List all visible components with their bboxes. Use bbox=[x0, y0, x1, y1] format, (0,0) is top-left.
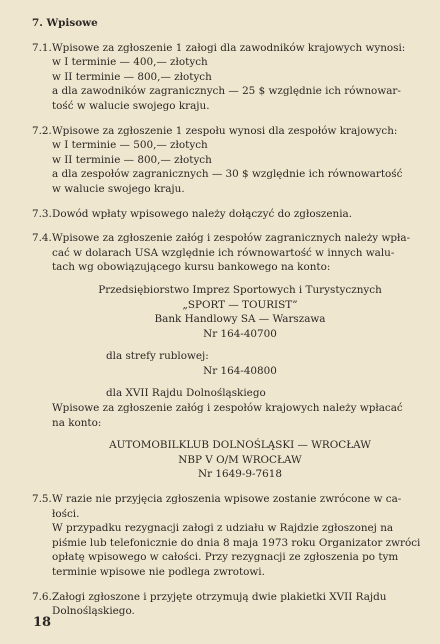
bank-account-automobilklub bbox=[52, 438, 428, 482]
text-line: Wpisowe za zgłoszenie 1 zespołu wynosi dla zespołów krajowych: bbox=[52, 124, 398, 137]
section-7-1 bbox=[32, 41, 428, 114]
text-line: w I terminie — 500,— złotych bbox=[52, 139, 208, 152]
text-line: tach wg obowiązującego kursu bankowego na konto: bbox=[52, 261, 331, 274]
text-line: tość w walucie swojego kraju. bbox=[52, 99, 210, 112]
text-line: cać w dolarach USA względnie ich równowartość w innych walu- bbox=[52, 246, 395, 259]
text-line: Wpisowe za zgłoszenie załóg i zespołów krajowych należy wpłacać bbox=[52, 402, 403, 415]
bank-line: Bank Handlowy SA — Warszawa bbox=[154, 313, 326, 326]
section-number: 7.2. bbox=[32, 124, 52, 137]
text-line: w walucie swojego kraju. bbox=[52, 182, 185, 195]
section-number: 7.5. bbox=[32, 493, 52, 506]
section-number: 7.1. bbox=[32, 41, 52, 54]
text-line: piśmie lub telefonicznie do dnia 8 maja 1973 roku Organizator zwróci bbox=[52, 536, 421, 549]
section-body bbox=[52, 590, 428, 619]
section-heading: 7. Wpisowe bbox=[32, 17, 98, 29]
section-body bbox=[52, 124, 428, 197]
text-line: opłatę wpisowego w całości. Przy rezygnacji ze zgłoszenia po tym bbox=[52, 551, 399, 564]
section-7-2 bbox=[32, 124, 428, 197]
bank-line: NBP V O/M WROCŁAW bbox=[178, 453, 302, 466]
section-number: 7.4. bbox=[32, 232, 52, 245]
section-body bbox=[52, 41, 428, 114]
text-line: na konto: bbox=[52, 416, 102, 429]
text-line: w II terminie — 800,— złotych bbox=[52, 70, 212, 83]
bank-account-sport-tourist bbox=[52, 283, 428, 341]
ruble-zone-account: Nr 164-40800 bbox=[203, 364, 277, 377]
section-body bbox=[52, 231, 428, 482]
bank-line: Nr 1649-9-7618 bbox=[198, 468, 282, 481]
text-line: Dolnośląskiego. bbox=[52, 605, 135, 618]
text-line: W razie nie przyjęcia zgłoszenia wpisowe zostanie zwrócone w ca- bbox=[52, 493, 402, 506]
bank-line: AUTOMOBILKLUB DOLNOŚLĄSKI — WROCŁAW bbox=[109, 439, 371, 452]
section-body bbox=[52, 207, 428, 222]
section-body bbox=[52, 492, 428, 580]
text-line: Wpisowe za zgłoszenie 1 załogi dla zawodników krajowych wynosi: bbox=[52, 41, 406, 54]
text-line: Wpisowe za zgłoszenie załóg i zespołów zagranicznych należy wpła- bbox=[52, 232, 411, 245]
section-7-3 bbox=[32, 207, 428, 222]
text-line: w II terminie — 800,— złotych bbox=[52, 153, 212, 166]
text-line: a dla zawodników zagranicznych — 25 $ względnie ich równowar- bbox=[52, 85, 401, 98]
text-line: terminie wpisowe nie podlega zwrotowi. bbox=[52, 566, 265, 578]
bank-line: Nr 164-40700 bbox=[203, 327, 277, 340]
text-line: Dowód wpłaty wpisowego należy dołączyć do zgłoszenia. bbox=[52, 207, 353, 220]
bank-line: „SPORT — TOURIST” bbox=[182, 298, 298, 311]
rally-label: dla XVII Rajdu Dolnośląskiego bbox=[106, 387, 266, 400]
text-line: a dla zespołów zagranicznych — 30 $ względnie ich równowartość bbox=[52, 168, 403, 181]
section-7-4 bbox=[32, 231, 428, 482]
ruble-zone-label: dla strefy rublowej: bbox=[106, 350, 209, 363]
text-line: w I terminie — 400,— złotych bbox=[52, 56, 208, 69]
text-line: łości. bbox=[52, 507, 80, 520]
section-number: 7.3. bbox=[32, 207, 52, 220]
section-7-5 bbox=[32, 492, 428, 580]
page-number: 18 bbox=[33, 615, 52, 630]
bank-line: Przedsiębiorstwo Imprez Sportowych i Turystycznych bbox=[98, 283, 382, 296]
section-number: 7.6. bbox=[32, 590, 52, 603]
text-line: W przypadku rezygnacji załogi z udziału w Rajdzie zgłoszonej na bbox=[52, 522, 394, 535]
text-line: Załogi zgłoszone i przyjęte otrzymują dwie plakietki XVII Rajdu bbox=[52, 590, 387, 603]
section-7-6 bbox=[32, 590, 428, 619]
